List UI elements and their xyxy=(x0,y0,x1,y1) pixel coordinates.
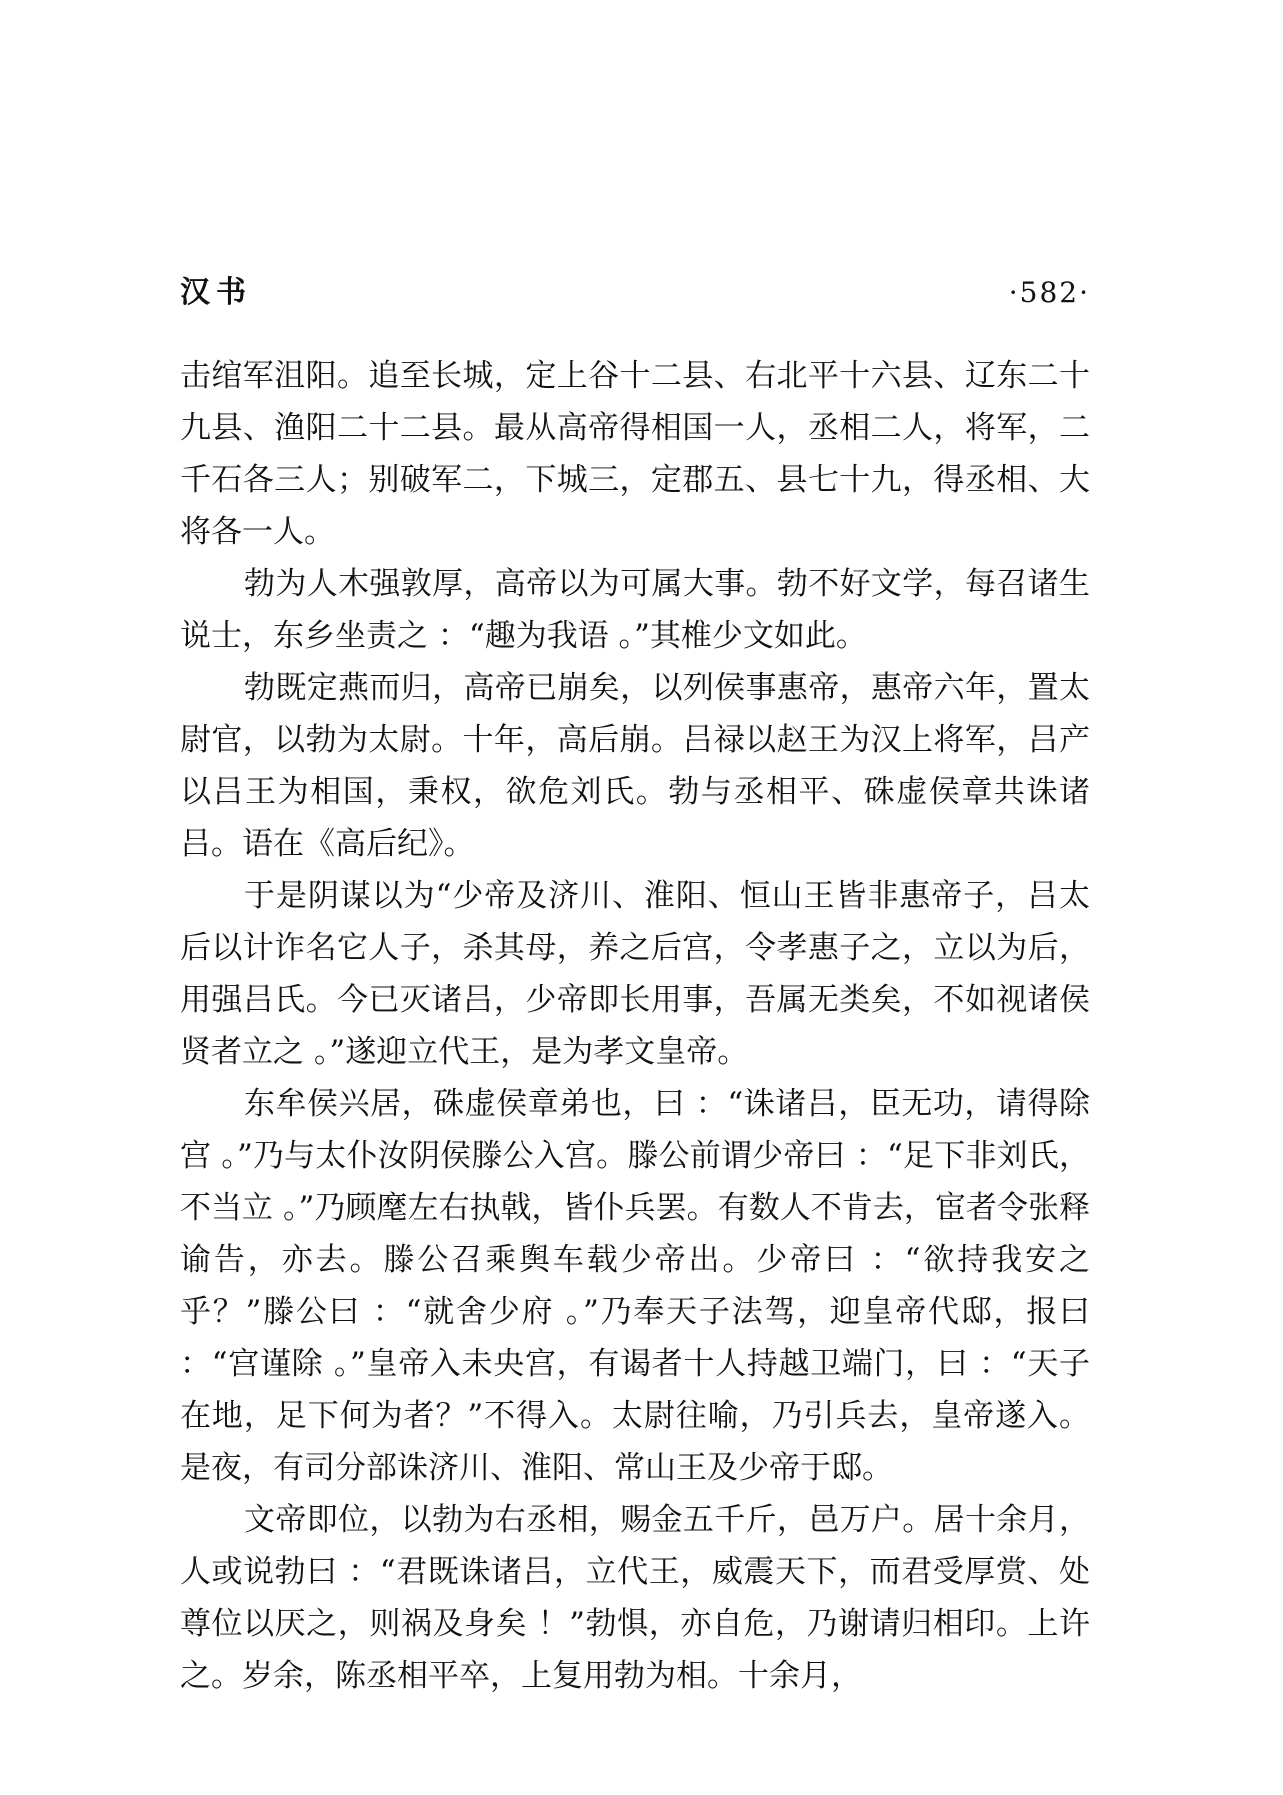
page-number: ·582· xyxy=(1008,276,1090,309)
page-header xyxy=(180,268,1090,318)
page-body xyxy=(180,350,1090,1702)
book-title: 汉书 xyxy=(180,275,252,310)
paragraph-1: 击绾军沮阳。追至长城，定上谷十二县、右北平十六县、辽东二十九县、渔阳二十二县。最从高帝得相国一人，丞相二人，将军，二千石各三人；别破军二，下城三，定郡五、县七十九，得丞相、大将各一人。 xyxy=(180,358,1090,550)
paragraph-3: 勃既定燕而归，高帝已崩矣，以列侯事惠帝，惠帝六年，置太尉官，以勃为太尉。十年，高后崩。吕禄以赵王为汉上将军，吕产以吕王为相国，秉权，欲危刘氏。勃与丞相平、硃虚侯章共诛诸吕。语在《高后纪》。 xyxy=(180,670,1090,862)
paragraph-6: 文帝即位，以勃为右丞相，赐金五千斤，邑万户。居十余月，人或说勃曰 ：“君既诛诸吕，立代王，威震天下，而君受厚赏、处尊位以厌之，则祸及身矣 ！”勃惧，亦自危，乃谢请归相印。上许之。岁余，陈丞相平卒，上复用勃为相。十余月， xyxy=(180,1502,1090,1694)
paragraph-2: 勃为人木强敦厚，高帝以为可属大事。勃不好文学，每召诸生说士，东乡坐责之 ：“趣为我语 。”其椎少文如此。 xyxy=(180,566,1090,654)
paragraph-4: 于是阴谋以为“少帝及济川、淮阳、恒山王皆非惠帝子，吕太后以计诈名它人子，杀其母，养之后宫，令孝惠子之，立以为后，用强吕氏。今已灭诸吕，少帝即长用事，吾属无类矣，不如视诸侯贤者立之 。”遂迎立代王，是为孝文皇帝。 xyxy=(180,878,1090,1070)
paragraph-5: 东牟侯兴居，硃虚侯章弟也，曰 ：“诛诸吕，臣无功，请得除宫 。”乃与太仆汝阴侯滕公入宫。滕公前谓少帝曰 ：“足下非刘氏，不当立 。”乃顾麾左右执戟，皆仆兵罢。有数人不肯去，宦者令张释谕告，亦去。滕公召乘舆车载少帝出。少帝曰 ：“欲持我安之乎？”滕公曰 ：“就舍少府 。”乃奉天子法驾，迎皇帝代邸，报曰 ：“宫谨除 。”皇帝入未央宫，有谒者十人持越卫端门，曰 ：“天子在地，足下何为者？”不得入。太尉往喻，乃引兵去，皇帝遂入。是夜，有司分部诛济川、淮阳、常山王及少帝于邸。 xyxy=(180,1086,1090,1486)
